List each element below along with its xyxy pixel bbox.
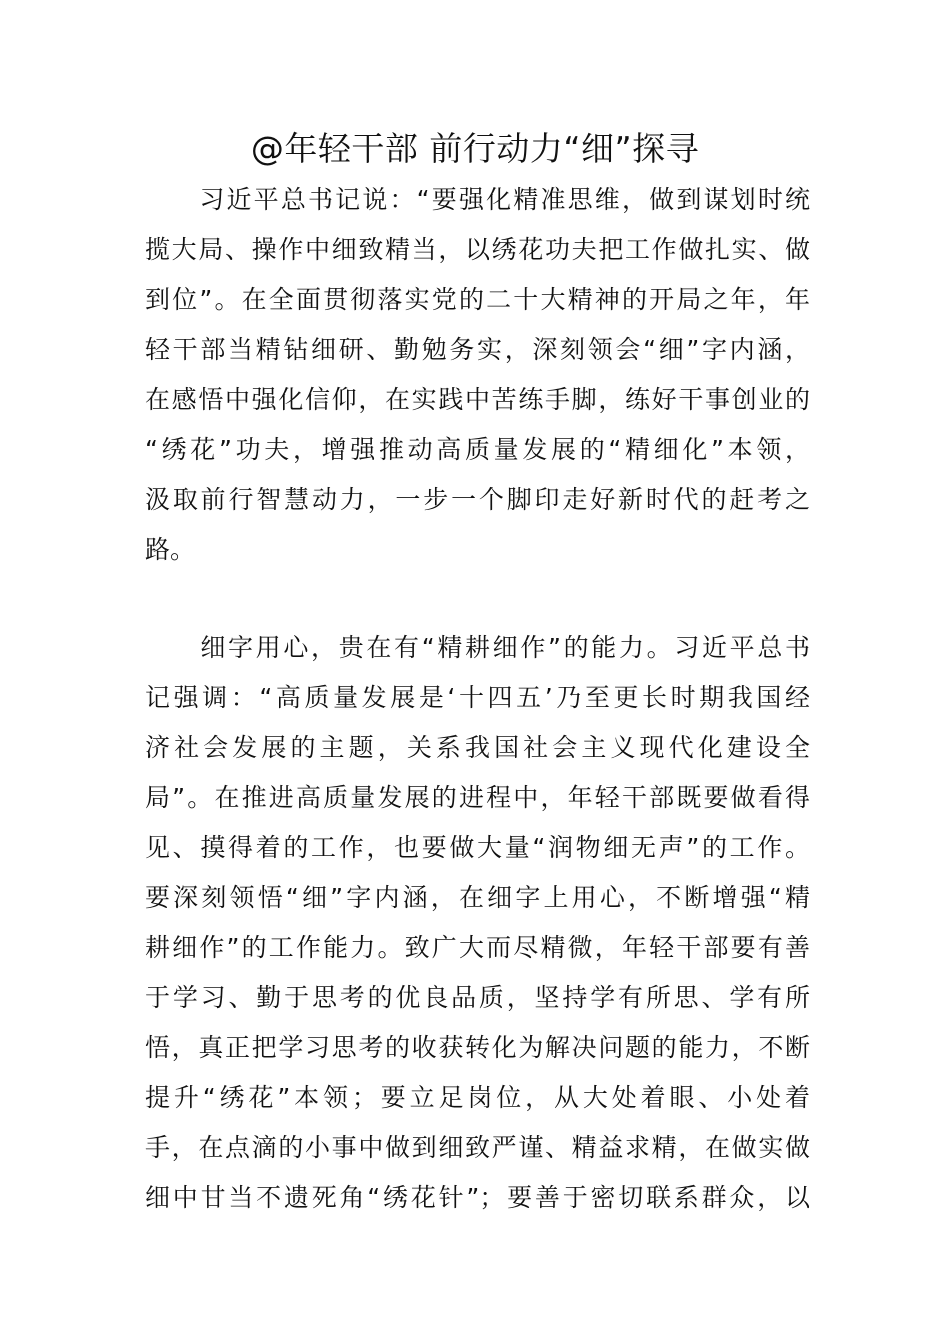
paragraph-line: 细中甘当不遗死角“绣花针”；要善于密切联系群众，以 [145,1183,810,1212]
paragraph-line: 到位”。在全面贯彻落实党的二十大精神的开局之年，年 [145,285,810,314]
paragraph-line: 见、摸得着的工作，也要做大量“润物细无声”的工作。 [145,833,810,862]
document-title: @年轻干部 前行动力“细”探寻 [250,129,700,168]
paragraph-line: 济社会发展的主题，关系我国社会主义现代化建设全 [145,733,810,762]
paragraph-line: 轻干部当精钻细研、勤勉务实，深刻领会“细”字内涵， [145,335,810,364]
paragraph-line: 揽大局、操作中细致精当，以绣花功夫把工作做扎实、做 [145,235,810,264]
paragraph-line: 路。 [145,535,196,564]
paragraph-line: 于学习、勤于思考的优良品质，坚持学有所思、学有所 [145,983,810,1012]
paragraph-line: 手，在点滴的小事中做到细致严谨、精益求精，在做实做 [145,1133,810,1162]
paragraph-1 [145,175,810,575]
paragraph-line: 汲取前行智慧动力，一步一个脚印走好新时代的赶考之 [145,485,810,514]
paragraph-line: 在感悟中强化信仰，在实践中苦练手脚，练好干事创业的 [145,385,810,414]
paragraph-line: 提升“绣花”本领；要立足岗位，从大处着眼、小处着 [145,1083,810,1112]
paragraph-line: 习近平总书记说：“要强化精准思维，做到谋划时统 [145,185,810,214]
paragraph-line: 悟，真正把学习思考的收获转化为解决问题的能力，不断 [145,1033,810,1062]
paragraph-line: 记强调：“高质量发展是‘十四五’乃至更长时期我国经 [145,683,810,712]
paragraph-line: “绣花”功夫，增强推动高质量发展的“精细化”本领， [145,435,810,464]
paragraph-line: 细字用心，贵在有“精耕细作”的能力。习近平总书 [145,633,810,662]
paragraph-line: 局”。在推进高质量发展的进程中，年轻干部既要做看得 [145,783,810,812]
paragraph-2 [145,623,810,1223]
paragraph-line: 要深刻领悟“细”字内涵，在细字上用心，不断增强“精 [145,883,810,912]
paragraph-line: 耕细作”的工作能力。致广大而尽精微，年轻干部要有善 [145,933,810,962]
